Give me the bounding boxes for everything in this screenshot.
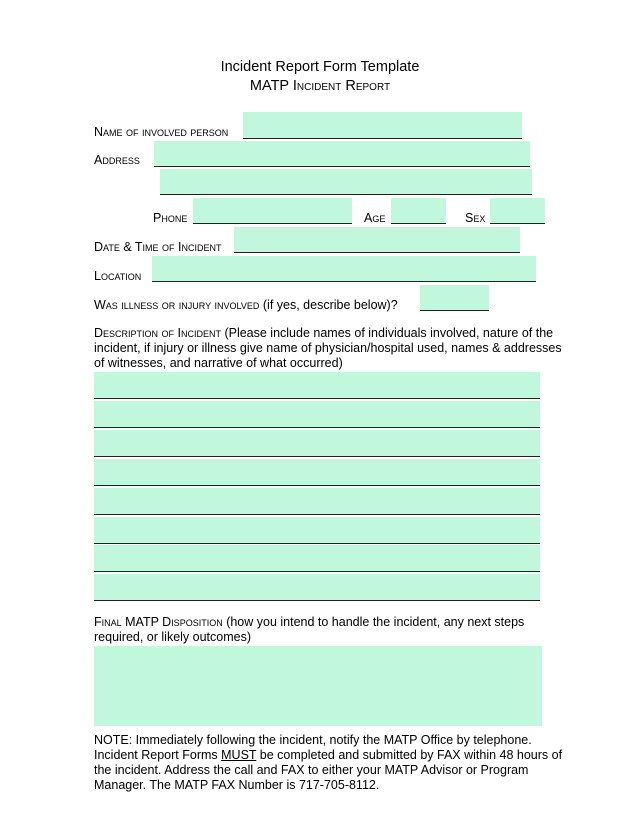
- description-line[interactable]: [94, 372, 540, 399]
- illness-label: Was illness or injury involved: [94, 298, 260, 312]
- note-paragraph: [94, 733, 574, 793]
- description-line[interactable]: [94, 517, 540, 544]
- form-template-title: Incident Report Form Template: [220, 59, 420, 75]
- illness-field[interactable]: [420, 285, 489, 311]
- age-label: Age: [364, 211, 386, 225]
- location-field[interactable]: [152, 256, 536, 282]
- name-field[interactable]: [243, 112, 522, 139]
- location-label: Location: [94, 269, 142, 283]
- sex-field[interactable]: [490, 198, 545, 224]
- note-text-1: NOTE: Immediately following the incident, notify the MATP Office by telephone. Incident Report Forms: [94, 733, 532, 762]
- description-instructions: [94, 326, 574, 371]
- phone-label: Phone: [153, 211, 188, 225]
- address-field-line-1[interactable]: [154, 141, 530, 167]
- description-line[interactable]: [94, 545, 540, 572]
- datetime-field[interactable]: [234, 227, 520, 253]
- description-label: Description of Incident: [94, 326, 221, 340]
- sex-label: Sex: [465, 211, 486, 225]
- description-text: (Please include names of individuals involved, nature of the incident, if injury or illness give name of physician/hospital used, names & addresses of witnesses, and narrative of what occurred): [94, 326, 562, 370]
- disposition-box[interactable]: [94, 646, 542, 726]
- form-title: MATP Incident Report: [249, 78, 391, 94]
- description-line[interactable]: [94, 401, 540, 428]
- datetime-label: Date & Time of Incident: [94, 240, 222, 254]
- note-text-2: be completed and submitted by FAX within 48 hours of the incident. Address the call and FAX to either your MATP Advisor or Program Manager. The MATP FAX Number is 717-705-8112.: [94, 748, 563, 792]
- disposition-text: (how you intend to handle the incident, any next steps required, or likely outcomes): [94, 615, 525, 644]
- illness-question: [94, 298, 398, 312]
- note-must: MUST: [221, 748, 257, 762]
- illness-suffix: (if yes, describe below)?: [262, 298, 398, 312]
- disposition-label: Final MATP Disposition: [94, 615, 223, 629]
- description-line[interactable]: [94, 574, 540, 601]
- age-field[interactable]: [391, 198, 446, 224]
- description-line[interactable]: [94, 459, 540, 486]
- description-line[interactable]: [94, 430, 540, 457]
- name-label: Name of involved person: [94, 125, 229, 139]
- address-field-line-2[interactable]: [160, 169, 532, 195]
- disposition-instructions: [94, 615, 554, 645]
- address-label: Address: [94, 153, 140, 167]
- phone-field[interactable]: [193, 198, 352, 224]
- description-line[interactable]: [94, 488, 540, 515]
